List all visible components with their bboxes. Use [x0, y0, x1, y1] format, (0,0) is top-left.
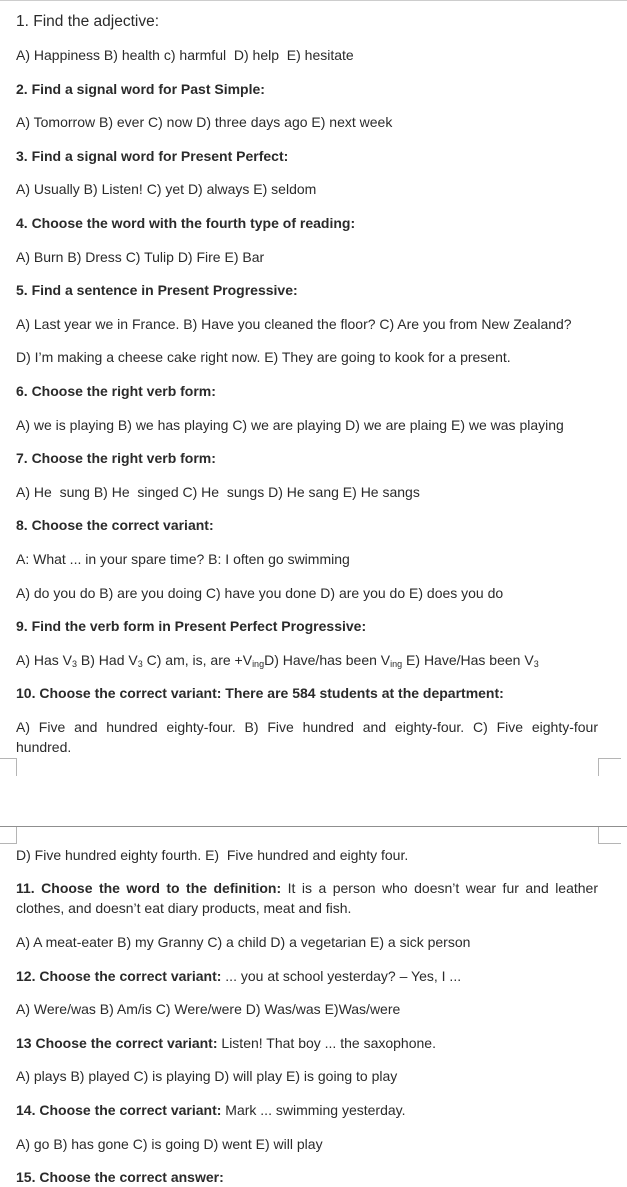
options-5-line2: [16, 347, 598, 367]
subscript-text: 3: [137, 658, 143, 669]
text-segment: B) Had V: [77, 651, 138, 668]
subscript-text: 3: [72, 658, 78, 669]
question-8-prompt: [16, 549, 598, 569]
question-label: 8. Choose the correct variant:: [16, 517, 214, 534]
question-11: [16, 878, 602, 918]
text-segment: A) Has V: [16, 651, 73, 668]
question-label: 5. Find a sentence in Present Progressive:: [16, 282, 298, 299]
question-12: [16, 966, 598, 986]
question-2: [16, 79, 598, 99]
question-label: 3. Find a signal word for Present Perfect:: [16, 147, 289, 164]
text-segment: 1. Find the adjective:: [16, 13, 160, 30]
question-label: 11. Choose the word to the definition:: [16, 880, 282, 897]
question-14: [16, 1100, 598, 1120]
text-segment: A) Usually B) Listen! C) yet D) always E) seldom: [16, 181, 317, 198]
question-6: [16, 381, 598, 401]
question-3: [16, 146, 598, 166]
text-segment: ... you at school yesterday? – Yes, I ...: [221, 967, 462, 984]
question-label: 13 Choose the correct variant:: [16, 1034, 218, 1051]
question-9: [16, 616, 598, 636]
text-segment: A) Last year we in France. B) Have you cleaned the floor? C) Are you from New Zealand?: [16, 315, 572, 332]
options-8: [16, 583, 598, 603]
question-8: [16, 515, 598, 535]
question-15: [16, 1167, 598, 1187]
text-segment: A) do you do B) are you doing C) have you done D) are you do E) does you do: [16, 584, 504, 601]
text-segment: A) Five and hundred eighty-four. B) Five hundred and eighty-four. C) Five eighty-four hundred.: [16, 718, 602, 755]
text-segment: A) A meat-eater B) my Granny C) a child D) a vegetarian E) a sick person: [16, 934, 471, 951]
options-11: [16, 932, 598, 952]
question-5: [16, 280, 598, 300]
options-5-line1: [16, 314, 598, 334]
crop-mark-top-right-page2: [598, 827, 621, 844]
subscript-text: ing: [252, 658, 265, 669]
question-label: 12. Choose the correct variant:: [16, 967, 222, 984]
options-2: [16, 112, 598, 132]
options-4: [16, 247, 598, 267]
crop-mark-top-left-page2: [0, 827, 17, 844]
options-14: [16, 1134, 598, 1154]
text-segment: C) am, is, are +V: [142, 651, 253, 668]
text-segment: Listen! That boy ... the saxophone.: [217, 1034, 436, 1051]
question-label: 14. Choose the correct variant:: [16, 1102, 222, 1119]
page-break: [0, 757, 627, 843]
question-10: [16, 683, 598, 703]
crop-mark-bottom-right-page1: [598, 758, 621, 776]
options-6: [16, 415, 598, 435]
subscript-text: ing: [390, 658, 403, 669]
text-segment: D) Five hundred eighty fourth. E) Five hundred and eighty four.: [16, 846, 409, 863]
options-10-first: [16, 717, 602, 757]
options-7: [16, 482, 598, 502]
question-label: 7. Choose the right verb form:: [16, 450, 216, 467]
text-segment: E) Have/Has been V: [402, 651, 534, 668]
text-segment: A) He sung B) He singed C) He sungs D) He sang E) He sangs: [16, 483, 420, 500]
text-segment: A) Burn B) Dress C) Tulip D) Fire E) Bar: [16, 248, 265, 265]
text-segment: A) Happiness B) health c) harmful D) help E) hesitate: [16, 47, 354, 63]
question-label: 6. Choose the right verb form:: [16, 382, 216, 399]
text-segment: A) go B) has gone C) is going D) went E) will play: [16, 1135, 323, 1152]
question-1: [16, 11, 598, 33]
question-label: 15. Choose the correct answer:: [16, 1169, 224, 1186]
options-1: [16, 45, 598, 65]
document: [0, 1, 627, 1187]
options-9: [16, 650, 598, 670]
question-13: [16, 1033, 598, 1053]
question-label: 9. Find the verb form in Present Perfect Progressive:: [16, 618, 367, 635]
question-7: [16, 448, 598, 468]
page-divider-line: [0, 826, 627, 827]
question-label: 10. Choose the correct variant: There are 584 students at the department:: [16, 685, 504, 702]
text-segment: Mark ... swimming yesterday.: [221, 1102, 406, 1119]
text-segment: A) Tomorrow B) ever C) now D) three days ago E) next week: [16, 114, 393, 131]
question-4: [16, 213, 598, 233]
text-segment: A) we is playing B) we has playing C) we are playing D) we are plaing E) we was playing: [16, 416, 564, 433]
options-13: [16, 1066, 598, 1086]
text-segment: D) I’m making a cheese cake right now. E) They are going to kook for a present.: [16, 349, 511, 366]
options-3: [16, 179, 598, 199]
document-page-1: [0, 1, 627, 757]
text-segment: A) Were/was B) Am/is C) Were/were D) Was/was E)Was/were: [16, 1001, 401, 1018]
text-segment: D) Have/has been V: [264, 651, 391, 668]
subscript-text: 3: [533, 658, 539, 669]
crop-mark-bottom-left-page1: [0, 758, 17, 776]
text-segment: A) plays B) played C) is playing D) will play E) is going to play: [16, 1068, 398, 1085]
question-label: 4. Choose the word with the fourth type of reading:: [16, 214, 356, 231]
text-segment: A: What ... in your spare time? B: I often go swimming: [16, 550, 350, 567]
document-page-2: [0, 843, 627, 1187]
text-segment: It is a person who doesn’t wear fur and leather clothes, and doesn’t eat diary products, meat and fish.: [16, 880, 602, 917]
question-label: 2. Find a signal word for Past Simple:: [16, 80, 265, 97]
options-12: [16, 999, 598, 1019]
options-10-rest: [16, 845, 598, 865]
